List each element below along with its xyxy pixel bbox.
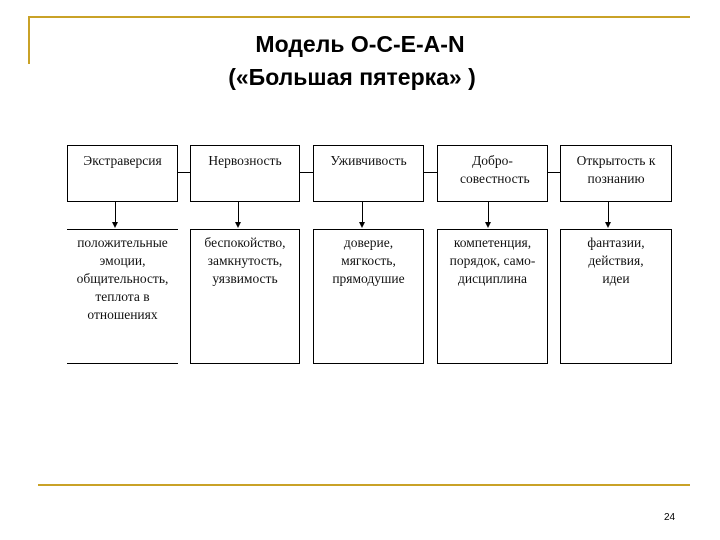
trait-desc-box-openness <box>560 229 672 364</box>
trait-box-conscientiousness <box>437 145 548 202</box>
trait-desc-box-extraversion <box>67 229 178 364</box>
trait-desc-extraversion: положительные эмоции, общительность, теплота в отношениях <box>76 235 169 322</box>
trait-desc-neuroticism: беспокойство, замкнутость, уязвимость <box>204 235 286 286</box>
arrow-head-extraversion <box>112 222 118 228</box>
arrow-line-conscientiousness <box>488 202 489 224</box>
slide-title: Модель O-C-E-A-N <box>255 31 465 57</box>
trait-box-agreeableness <box>313 145 424 202</box>
arrow-line-openness <box>608 202 609 224</box>
arrow-line-extraversion <box>115 202 116 224</box>
trait-box-openness <box>560 145 672 202</box>
slide-subtitle: («Большая пятерка» ) <box>228 64 476 90</box>
trait-name-extraversion: Экстраверсия <box>83 153 162 168</box>
arrow-line-neuroticism <box>238 202 239 224</box>
connector-line-4-5 <box>548 172 560 173</box>
trait-desc-box-agreeableness <box>313 229 424 364</box>
connector-line-3-4 <box>424 172 437 173</box>
trait-desc-box-neuroticism <box>190 229 300 364</box>
trait-desc-openness: фантазии, действия, идеи <box>587 235 645 286</box>
connector-line-1-2 <box>178 172 190 173</box>
trait-desc-box-conscientiousness <box>437 229 548 364</box>
trait-name-openness: Открытость к познанию <box>576 153 656 186</box>
arrow-head-agreeableness <box>359 222 365 228</box>
trait-name-neuroticism: Нервозность <box>208 153 282 168</box>
connector-line-2-3 <box>300 172 313 173</box>
trait-box-neuroticism <box>190 145 300 202</box>
trait-box-extraversion <box>67 145 178 202</box>
page-number: 24 <box>664 512 676 523</box>
trait-desc-conscientiousness: компетенция, порядок, само- дисциплина <box>449 235 536 286</box>
trait-name-conscientiousness: Добро- совестность <box>460 153 530 186</box>
arrow-head-conscientiousness <box>485 222 491 228</box>
trait-name-agreeableness: Уживчивость <box>330 153 407 168</box>
arrow-line-agreeableness <box>362 202 363 224</box>
arrow-head-neuroticism <box>235 222 241 228</box>
trait-desc-agreeableness: доверие, мягкость, прямодушие <box>332 235 405 286</box>
arrow-head-openness <box>605 222 611 228</box>
